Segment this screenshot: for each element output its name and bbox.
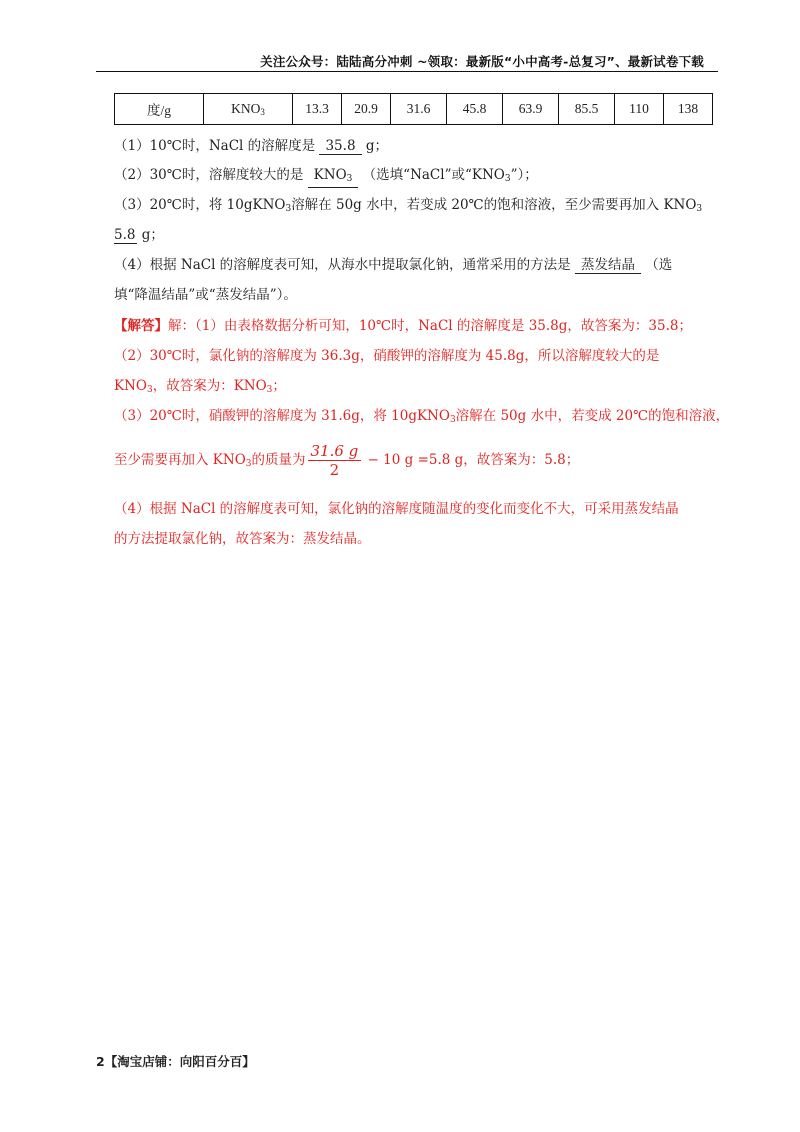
value-cell: 63.9	[503, 94, 559, 125]
value-cell: 45.8	[447, 94, 503, 125]
value-cell: 138	[664, 94, 713, 125]
value-cell: 20.9	[342, 94, 391, 125]
fraction: $\frac{31.6 g}{2}$	[308, 442, 362, 479]
row-label: 度/g	[115, 94, 204, 125]
value-cell: 31.6	[391, 94, 447, 125]
question-1: （1）10℃时，NaCl 的溶解度是 35.8 g；	[114, 138, 388, 154]
page-header: 关注公众号：陆陆高分冲刺 ~领取：最新版“小中高考-总复习”、最新试卷下载	[260, 54, 704, 69]
question-3: （3）20℃时，将 10gKNO$_3$溶解在 50g 水中，若变成 20℃的饱和溶液，至少需要再加入 $KNO_3$	[114, 197, 703, 214]
solution-p2b: $KNO_3$，故答案为：$KNO_3$；	[114, 378, 286, 395]
header-rule	[96, 71, 718, 72]
solubility-table	[114, 93, 713, 125]
value-cell: 110	[615, 94, 664, 125]
answer-blank: 35.8	[319, 139, 361, 155]
question-3-answer: 5.8 g；	[114, 227, 164, 243]
solution-p4a: （4）根据 NaCl 的溶解度表可知，氯化钠的溶解度随温度的变化而变化不大，可采用蒸发结晶	[114, 501, 679, 517]
question-2: （2）30℃时，溶解度较大的是 $KNO_3$ （选填“NaCl”或“$KNO_3$”）；	[114, 163, 538, 188]
value-cell: 13.3	[293, 94, 342, 125]
solution-p4b: 的方法提取氯化钠，故答案为：蒸发结晶。	[114, 531, 371, 547]
table-row	[115, 94, 713, 125]
substance-cell: $KNO_3$	[204, 94, 293, 125]
question-4-cont: 填“降温结晶”或“蒸发结晶”）。	[114, 287, 297, 303]
solution-p1: 【解答】解：（1）由表格数据分析可知，10℃时，NaCl 的溶解度是 35.8g，故答案为：35.8；	[114, 318, 692, 334]
solution-tag: 【解答】	[114, 318, 168, 334]
solution-p3a: （3）20℃时，硝酸钾的溶解度为 31.6g，将 10gKNO$_3$溶解在 50g 水中，若变成 20℃的饱和溶液，	[114, 408, 730, 425]
answer-blank: 蒸发结晶	[575, 258, 641, 274]
solution-p3b: 至少需要再加入 $KNO_3$的质量为 $\frac{31.6 g}{2}$ − 10 g =5.8 g，故答案为：5.8；	[114, 442, 580, 479]
answer-blank: 5.8	[114, 227, 136, 243]
answer-blank: $KNO_3$	[308, 168, 359, 188]
question-4: （4）根据 NaCl 的溶解度表可知，从海水中提取氯化钠，通常采用的方法是 蒸发结晶 （选	[114, 257, 673, 273]
value-cell: 85.5	[559, 94, 615, 125]
solution-p2a: （2）30℃时，氯化钠的溶解度为 36.3g，硝酸钾的溶解度为 45.8g，所以溶解度较大的是	[114, 348, 660, 364]
page-footer: 2【淘宝店铺：向阳百分百】	[96, 1054, 255, 1069]
